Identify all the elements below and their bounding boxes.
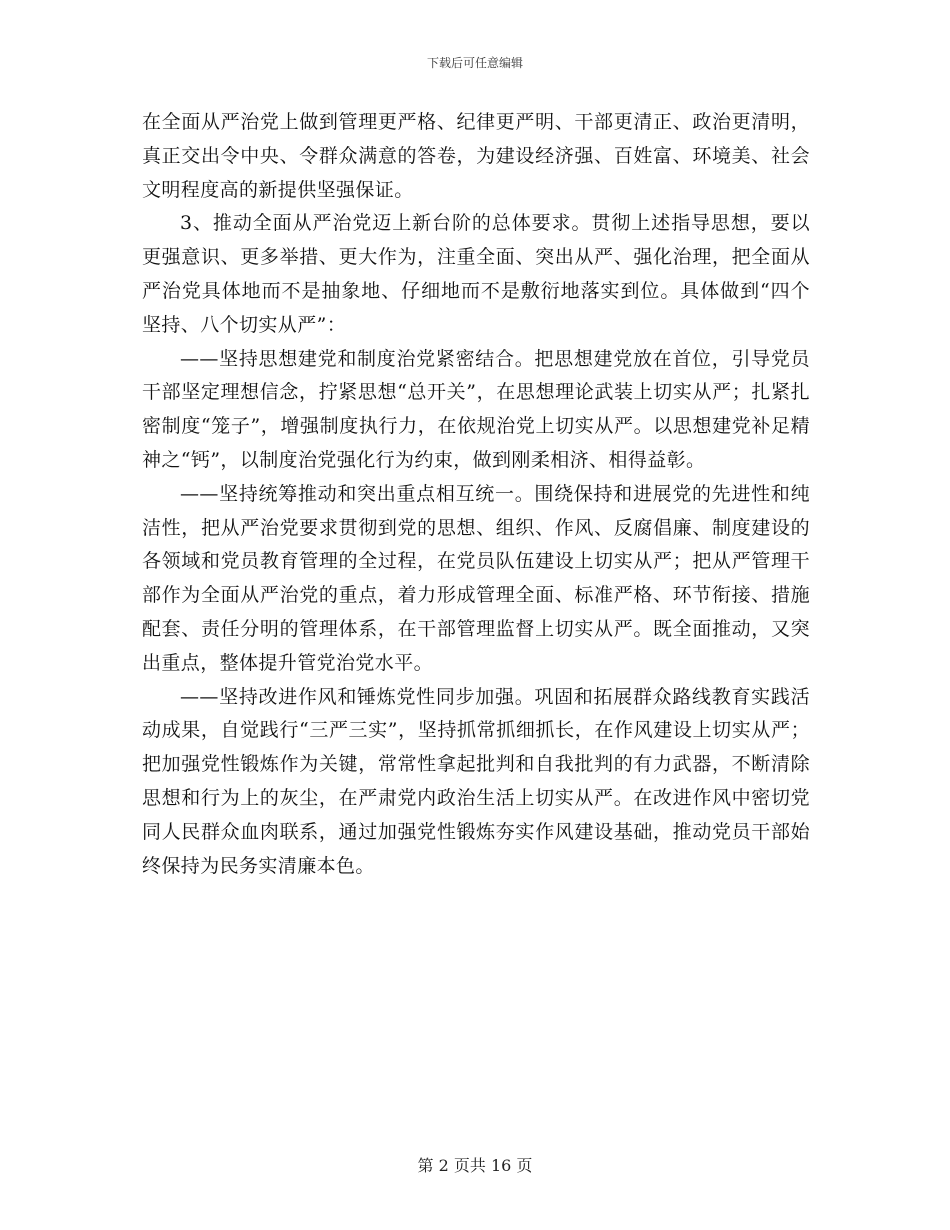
- paragraph-2: 3、推动全面从严治党迈上新台阶的总体要求。贯彻上述指导思想，要以更强意识、更多举措、更大作为，注重全面、突出从严、强化治理，把全面从严治党具体地而不是抽象地、仔细地而不是敷衍地落实到位。具体做到“四个坚持、八个切实从严”：: [142, 212, 810, 336]
- paragraph-3: ——坚持思想建党和制度治党紧密结合。把思想建党放在首位，引导党员干部坚定理想信念，拧紧思想“总开关”，在思想理论武装上切实从严；扎紧扎密制度“笼子”，增强制度执行力，在依规治党上切实从严。以思想建党补足精神之“钙”，以制度治党强化行为约束，做到刚柔相济、相得益彰。: [142, 347, 810, 471]
- paragraph-5: ——坚持改进作风和锤炼党性同步加强。巩固和拓展群众路线教育实践活动成果，自觉践行“三严三实”，坚持抓常抓细抓长，在作风建设上切实从严；把加强党性锻炼作为关键，常常性拿起批判和自我批判的有力武器，不断清除思想和行为上的灰尘，在严肃党内政治生活上切实从严。在改进作风中密切党同人民群众血肉联系，通过加强党性锻炼夯实作风建设基础，推动党员干部始终保持为民务实清廉本色。: [142, 685, 810, 877]
- paragraph-1: 在全面从严治党上做到管理更严格、纪律更严明、干部更清正、政治更清明，真正交出令中央、令群众满意的答卷，为建设经济强、百姓富、环境美、社会文明程度高的新提供坚强保证。: [142, 111, 810, 201]
- page-footer: 第 2 页共 16 页: [417, 1156, 533, 1175]
- page-header: 下载后可任意编辑: [426, 56, 523, 70]
- document-body: [142, 106, 810, 883]
- paragraph-4: ——坚持统筹推动和突出重点相互统一。围绕保持和进展党的先进性和纯洁性，把从严治党要求贯彻到党的思想、组织、作风、反腐倡廉、制度建设的各领域和党员教育管理的全过程，在党员队伍建设上切实从严；把从严管理干部作为全面从严治党的重点，着力形成管理全面、标准严格、环节衔接、措施配套、责任分明的管理体系，在干部管理监督上切实从严。既全面推动，又突出重点，整体提升管党治党水平。: [142, 482, 810, 674]
